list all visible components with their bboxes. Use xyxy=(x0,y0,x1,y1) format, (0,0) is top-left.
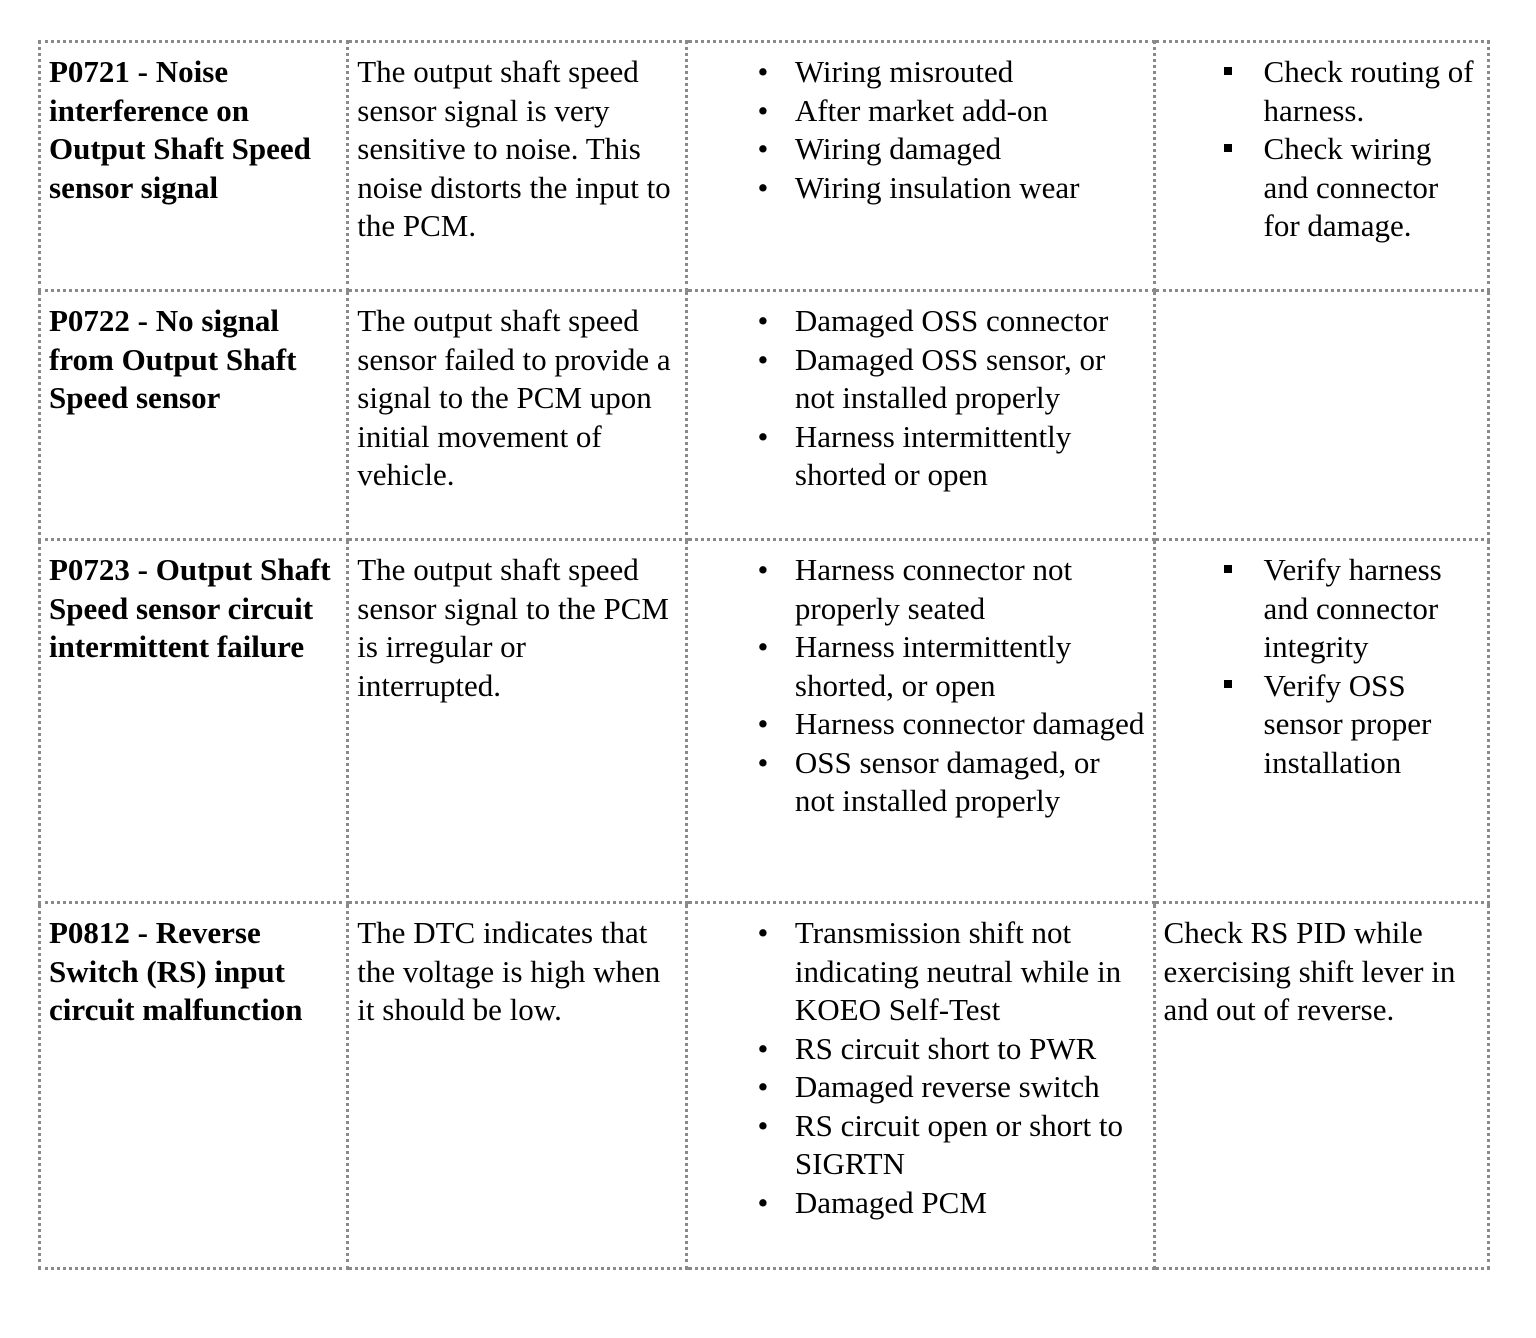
causes-cell xyxy=(686,291,1154,540)
causes-list xyxy=(696,914,1145,1222)
causes-cell xyxy=(686,540,1154,903)
list-item xyxy=(696,914,1145,1030)
bullet-icon: • xyxy=(757,1069,769,1104)
bullet-icon: • xyxy=(757,1107,769,1143)
causes-list xyxy=(696,551,1145,821)
causes-list xyxy=(696,53,1145,207)
bullet-icon: • xyxy=(757,915,769,950)
list-item xyxy=(696,628,1145,705)
cause-text: Harness connector damaged xyxy=(794,706,1145,741)
cause-text: After market add-on xyxy=(794,92,1048,128)
bullet-icon: • xyxy=(757,131,769,166)
bullet-icon: • xyxy=(757,341,769,377)
action-text: Check wiring and connector for damage. xyxy=(1263,131,1439,243)
list-item xyxy=(696,551,1145,628)
cause-text: Transmission shift not indicating neutral while in KOEO Self-Test xyxy=(794,915,1122,1027)
cause-text: Wiring misrouted xyxy=(794,54,1014,89)
table-row xyxy=(40,540,1489,903)
actions-list xyxy=(1164,551,1479,782)
actions-cell: Check RS PID while exercising shift lever in and out of reverse. xyxy=(1154,903,1488,1269)
dtc-code-cell: P0723 - Output Shaft Speed sensor circuit intermittent failure xyxy=(40,540,348,903)
cause-text: Damaged OSS sensor, or not installed properly xyxy=(794,341,1106,415)
bullet-icon: • xyxy=(757,744,769,780)
action-text: Verify OSS sensor proper installation xyxy=(1263,667,1432,780)
list-item xyxy=(696,1030,1145,1069)
description-cell: The output shaft speed sensor signal is very sensitive to noise. This noise distorts the input to the PCM. xyxy=(348,42,687,291)
table-row xyxy=(40,42,1489,291)
action-text: Check routing of harness. xyxy=(1263,54,1474,128)
list-item xyxy=(696,1184,1145,1223)
square-bullet-icon xyxy=(1213,551,1243,590)
list-item xyxy=(696,302,1145,341)
list-item xyxy=(696,1107,1145,1184)
list-item xyxy=(696,92,1145,131)
dtc-code-cell: P0812 - Reverse Switch (RS) input circuit malfunction xyxy=(40,903,348,1269)
square-bullet-icon xyxy=(1213,667,1243,706)
list-item xyxy=(1164,667,1479,783)
bullet-icon: • xyxy=(757,54,769,89)
cause-text: Wiring insulation wear xyxy=(794,169,1080,205)
cause-text: Harness intermittently shorted, or open xyxy=(794,629,1072,703)
bullet-icon: • xyxy=(757,1030,769,1066)
actions-list xyxy=(1164,53,1479,246)
bullet-icon: • xyxy=(757,706,769,741)
bullet-icon: • xyxy=(757,552,769,587)
square-bullet-icon xyxy=(1213,53,1243,92)
causes-cell xyxy=(686,903,1154,1269)
dtc-code-cell: P0722 - No signal from Output Shaft Speed sensor xyxy=(40,291,348,540)
list-item xyxy=(1164,130,1479,246)
description-cell: The DTC indicates that the voltage is high when it should be low. xyxy=(348,903,687,1269)
cause-text: Damaged PCM xyxy=(794,1184,987,1220)
list-item xyxy=(696,130,1145,169)
list-item xyxy=(696,418,1145,495)
cause-text: RS circuit open or short to SIGRTN xyxy=(794,1107,1123,1181)
list-item xyxy=(1164,53,1479,130)
cause-text: Damaged reverse switch xyxy=(794,1069,1100,1104)
cause-text: Harness intermittently shorted or open xyxy=(794,418,1072,492)
square-bullet-icon xyxy=(1213,130,1243,169)
list-item xyxy=(696,53,1145,92)
action-text: Verify harness and connector integrity xyxy=(1263,552,1442,664)
bullet-icon: • xyxy=(757,629,769,664)
actions-cell xyxy=(1154,42,1488,291)
list-item xyxy=(1164,551,1479,667)
bullet-icon: • xyxy=(757,1184,769,1220)
actions-cell xyxy=(1154,291,1488,540)
list-item xyxy=(696,705,1145,744)
list-item xyxy=(696,1068,1145,1107)
table-row xyxy=(40,291,1489,540)
description-cell: The output shaft speed sensor signal to the PCM is irregular or interrupted. xyxy=(348,540,687,903)
list-item xyxy=(696,341,1145,418)
cause-text: RS circuit short to PWR xyxy=(794,1030,1097,1066)
table-row xyxy=(40,903,1489,1269)
cause-text: OSS sensor damaged, or not installed properly xyxy=(794,744,1100,818)
cause-text: Harness connector not properly seated xyxy=(794,552,1073,626)
list-item xyxy=(696,744,1145,821)
dtc-code-cell: P0721 - Noise interference on Output Shaft Speed sensor signal xyxy=(40,42,348,291)
cause-text: Damaged OSS connector xyxy=(794,303,1109,338)
bullet-icon: • xyxy=(757,92,769,128)
causes-list xyxy=(696,302,1145,495)
bullet-icon: • xyxy=(757,303,769,338)
cause-text: Wiring damaged xyxy=(794,131,1002,166)
dtc-table xyxy=(38,40,1490,1270)
list-item xyxy=(696,169,1145,208)
actions-cell xyxy=(1154,540,1488,903)
description-cell: The output shaft speed sensor failed to provide a signal to the PCM upon initial movement of vehicle. xyxy=(348,291,687,540)
bullet-icon: • xyxy=(757,418,769,454)
bullet-icon: • xyxy=(757,169,769,205)
causes-cell xyxy=(686,42,1154,291)
